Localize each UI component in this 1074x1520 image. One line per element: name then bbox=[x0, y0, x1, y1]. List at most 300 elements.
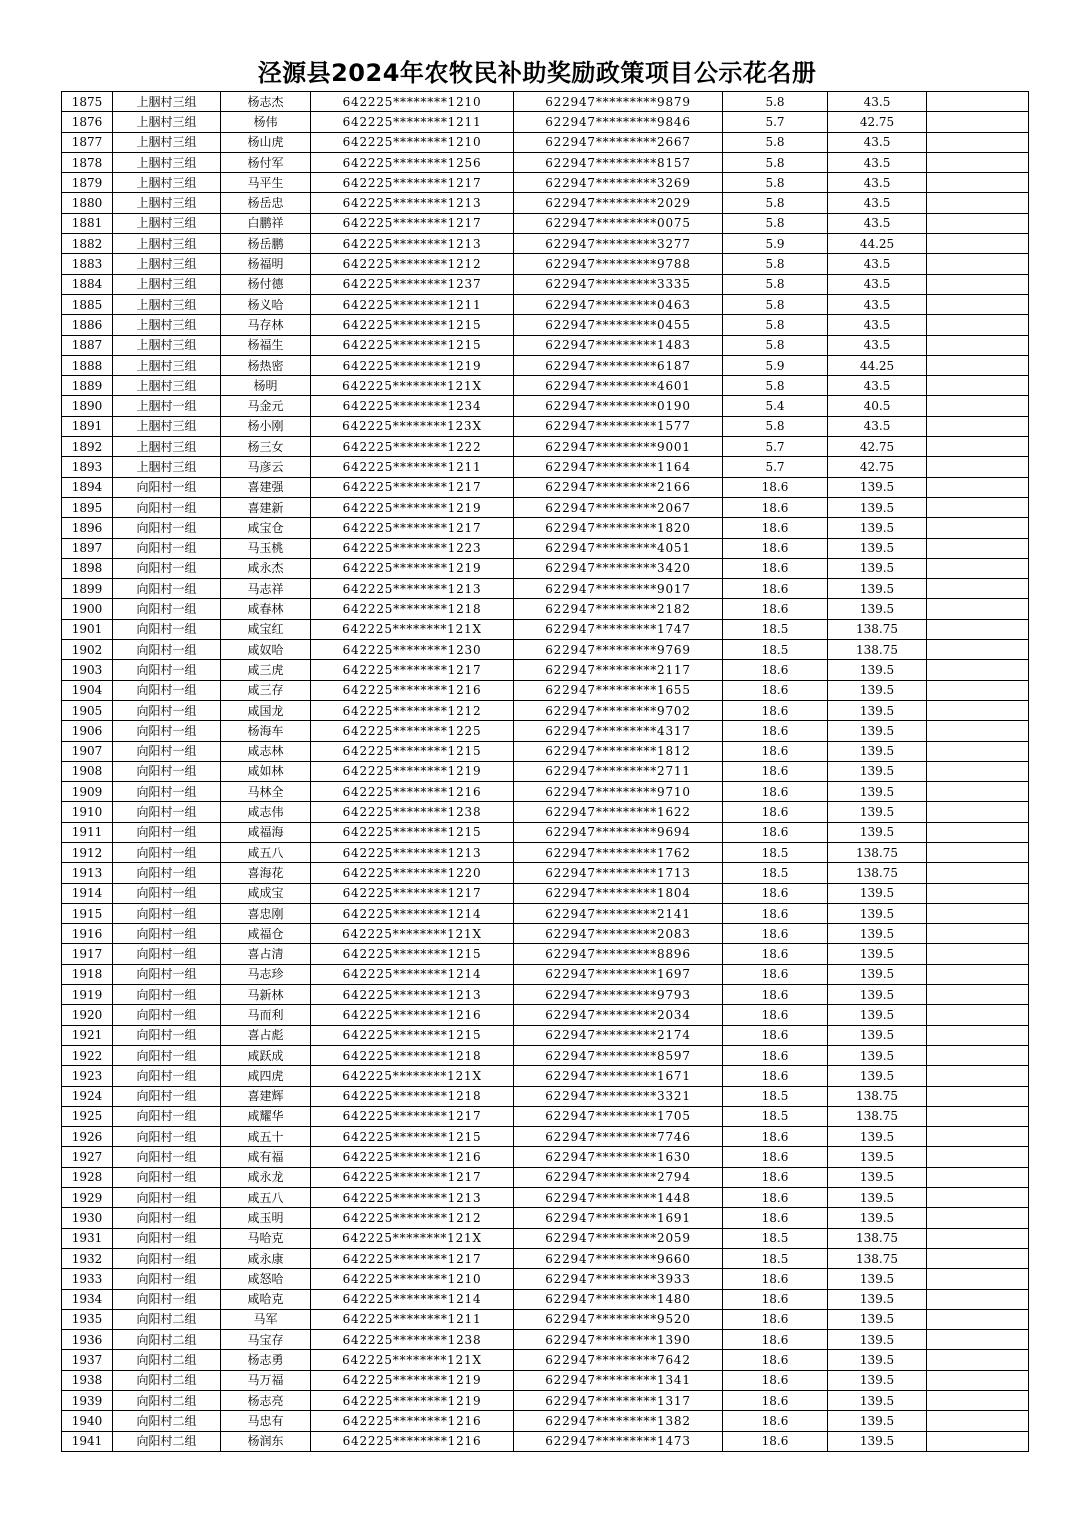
id-number-cell: 642225********121X bbox=[311, 1066, 514, 1086]
village-group-cell: 上胭村三组 bbox=[113, 152, 221, 172]
bank-card-number-cell: 622947*********1622 bbox=[514, 802, 723, 822]
table-row bbox=[62, 1086, 1029, 1106]
table-row bbox=[62, 1370, 1029, 1390]
row-number-cell: 1886 bbox=[62, 315, 113, 335]
village-group-cell: 向阳村一组 bbox=[113, 579, 221, 599]
person-name-cell: 咸志伟 bbox=[221, 802, 311, 822]
subsidy-amount-cell: 139.5 bbox=[828, 700, 927, 720]
person-name-cell: 喜建强 bbox=[221, 477, 311, 497]
row-number-cell: 1881 bbox=[62, 213, 113, 233]
area-value-cell: 18.6 bbox=[723, 1370, 828, 1390]
id-number-cell: 642225********1213 bbox=[311, 985, 514, 1005]
remarks-cell bbox=[927, 497, 1029, 517]
subsidy-amount-cell: 139.5 bbox=[828, 944, 927, 964]
subsidy-amount-cell: 139.5 bbox=[828, 1025, 927, 1045]
id-number-cell: 642225********1220 bbox=[311, 863, 514, 883]
bank-card-number-cell: 622947*********8157 bbox=[514, 152, 723, 172]
remarks-cell bbox=[927, 1025, 1029, 1045]
remarks-cell bbox=[927, 883, 1029, 903]
table-row bbox=[62, 234, 1029, 254]
area-value-cell: 18.6 bbox=[723, 599, 828, 619]
remarks-cell bbox=[927, 579, 1029, 599]
village-group-cell: 向阳村一组 bbox=[113, 558, 221, 578]
bank-card-number-cell: 622947*********2667 bbox=[514, 132, 723, 152]
subsidy-amount-cell: 139.5 bbox=[828, 579, 927, 599]
remarks-cell bbox=[927, 1045, 1029, 1065]
village-group-cell: 上胭村三组 bbox=[113, 416, 221, 436]
row-number-cell: 1923 bbox=[62, 1066, 113, 1086]
row-number-cell: 1932 bbox=[62, 1248, 113, 1268]
area-value-cell: 18.6 bbox=[723, 1208, 828, 1228]
row-number-cell: 1934 bbox=[62, 1289, 113, 1309]
id-number-cell: 642225********1217 bbox=[311, 1167, 514, 1187]
area-value-cell: 18.6 bbox=[723, 924, 828, 944]
id-number-cell: 642225********1217 bbox=[311, 477, 514, 497]
row-number-cell: 1879 bbox=[62, 173, 113, 193]
area-value-cell: 5.8 bbox=[723, 152, 828, 172]
bank-card-number-cell: 622947*********9710 bbox=[514, 782, 723, 802]
remarks-cell bbox=[927, 1228, 1029, 1248]
subsidy-amount-cell: 40.5 bbox=[828, 396, 927, 416]
table-row bbox=[62, 1147, 1029, 1167]
person-name-cell: 马万福 bbox=[221, 1370, 311, 1390]
table-row bbox=[62, 1025, 1029, 1045]
table-row bbox=[62, 944, 1029, 964]
table-row bbox=[62, 112, 1029, 132]
person-name-cell: 马哈克 bbox=[221, 1228, 311, 1248]
area-value-cell: 5.8 bbox=[723, 416, 828, 436]
village-group-cell: 上胭村三组 bbox=[113, 457, 221, 477]
area-value-cell: 18.6 bbox=[723, 579, 828, 599]
area-value-cell: 5.8 bbox=[723, 315, 828, 335]
person-name-cell: 杨岳鹏 bbox=[221, 234, 311, 254]
table-row bbox=[62, 863, 1029, 883]
bank-card-number-cell: 622947*********2034 bbox=[514, 1005, 723, 1025]
id-number-cell: 642225********1234 bbox=[311, 396, 514, 416]
bank-card-number-cell: 622947*********2166 bbox=[514, 477, 723, 497]
id-number-cell: 642225********1214 bbox=[311, 903, 514, 923]
person-name-cell: 咸宝红 bbox=[221, 619, 311, 639]
bank-card-number-cell: 622947*********9694 bbox=[514, 822, 723, 842]
village-group-cell: 向阳村二组 bbox=[113, 1391, 221, 1411]
village-group-cell: 向阳村一组 bbox=[113, 802, 221, 822]
row-number-cell: 1893 bbox=[62, 457, 113, 477]
id-number-cell: 642225********121X bbox=[311, 924, 514, 944]
row-number-cell: 1929 bbox=[62, 1188, 113, 1208]
area-value-cell: 18.5 bbox=[723, 842, 828, 862]
table-row bbox=[62, 1309, 1029, 1329]
village-group-cell: 向阳村二组 bbox=[113, 1411, 221, 1431]
subsidy-amount-cell: 43.5 bbox=[828, 335, 927, 355]
table-row bbox=[62, 132, 1029, 152]
bank-card-number-cell: 622947*********8597 bbox=[514, 1045, 723, 1065]
person-name-cell: 马林全 bbox=[221, 782, 311, 802]
table-row bbox=[62, 335, 1029, 355]
id-number-cell: 642225********1211 bbox=[311, 294, 514, 314]
remarks-cell bbox=[927, 254, 1029, 274]
person-name-cell: 杨志勇 bbox=[221, 1350, 311, 1370]
table-row bbox=[62, 538, 1029, 558]
table-row bbox=[62, 518, 1029, 538]
bank-card-number-cell: 622947*********3269 bbox=[514, 173, 723, 193]
area-value-cell: 18.6 bbox=[723, 1391, 828, 1411]
table-row bbox=[62, 152, 1029, 172]
area-value-cell: 18.5 bbox=[723, 1086, 828, 1106]
row-number-cell: 1920 bbox=[62, 1005, 113, 1025]
subsidy-amount-cell: 139.5 bbox=[828, 680, 927, 700]
remarks-cell bbox=[927, 193, 1029, 213]
table-row bbox=[62, 1269, 1029, 1289]
id-number-cell: 642225********1216 bbox=[311, 1147, 514, 1167]
row-number-cell: 1907 bbox=[62, 741, 113, 761]
person-name-cell: 咸永杰 bbox=[221, 558, 311, 578]
row-number-cell: 1894 bbox=[62, 477, 113, 497]
area-value-cell: 18.5 bbox=[723, 640, 828, 660]
remarks-cell bbox=[927, 1147, 1029, 1167]
id-number-cell: 642225********1213 bbox=[311, 234, 514, 254]
id-number-cell: 642225********121X bbox=[311, 376, 514, 396]
id-number-cell: 642225********123X bbox=[311, 416, 514, 436]
person-name-cell: 马彦云 bbox=[221, 457, 311, 477]
village-group-cell: 向阳村一组 bbox=[113, 964, 221, 984]
table-row bbox=[62, 1228, 1029, 1248]
remarks-cell bbox=[927, 132, 1029, 152]
table-row bbox=[62, 355, 1029, 375]
row-number-cell: 1883 bbox=[62, 254, 113, 274]
village-group-cell: 向阳村一组 bbox=[113, 1248, 221, 1268]
village-group-cell: 向阳村一组 bbox=[113, 497, 221, 517]
bank-card-number-cell: 622947*********9788 bbox=[514, 254, 723, 274]
remarks-cell bbox=[927, 741, 1029, 761]
bank-card-number-cell: 622947*********2182 bbox=[514, 599, 723, 619]
bank-card-number-cell: 622947*********1317 bbox=[514, 1391, 723, 1411]
row-number-cell: 1895 bbox=[62, 497, 113, 517]
subsidy-amount-cell: 138.75 bbox=[828, 1086, 927, 1106]
village-group-cell: 向阳村一组 bbox=[113, 741, 221, 761]
row-number-cell: 1901 bbox=[62, 619, 113, 639]
subsidy-amount-cell: 139.5 bbox=[828, 802, 927, 822]
subsidy-amount-cell: 139.5 bbox=[828, 1289, 927, 1309]
id-number-cell: 642225********1219 bbox=[311, 355, 514, 375]
row-number-cell: 1891 bbox=[62, 416, 113, 436]
row-number-cell: 1931 bbox=[62, 1228, 113, 1248]
table-row bbox=[62, 700, 1029, 720]
subsidy-amount-cell: 139.5 bbox=[828, 903, 927, 923]
person-name-cell: 马存林 bbox=[221, 315, 311, 335]
bank-card-number-cell: 622947*********9793 bbox=[514, 985, 723, 1005]
area-value-cell: 18.6 bbox=[723, 1330, 828, 1350]
subsidy-amount-cell: 139.5 bbox=[828, 782, 927, 802]
id-number-cell: 642225********1213 bbox=[311, 193, 514, 213]
person-name-cell: 咸三虎 bbox=[221, 660, 311, 680]
id-number-cell: 642225********1216 bbox=[311, 1411, 514, 1431]
village-group-cell: 向阳村一组 bbox=[113, 1188, 221, 1208]
row-number-cell: 1900 bbox=[62, 599, 113, 619]
id-number-cell: 642225********1215 bbox=[311, 335, 514, 355]
bank-card-number-cell: 622947*********1577 bbox=[514, 416, 723, 436]
area-value-cell: 18.6 bbox=[723, 964, 828, 984]
row-number-cell: 1882 bbox=[62, 234, 113, 254]
bank-card-number-cell: 622947*********9846 bbox=[514, 112, 723, 132]
table-row bbox=[62, 1391, 1029, 1411]
bank-card-number-cell: 622947*********9879 bbox=[514, 92, 723, 112]
subsidy-amount-cell: 139.5 bbox=[828, 924, 927, 944]
remarks-cell bbox=[927, 1289, 1029, 1309]
area-value-cell: 18.6 bbox=[723, 497, 828, 517]
area-value-cell: 18.5 bbox=[723, 1228, 828, 1248]
village-group-cell: 向阳村一组 bbox=[113, 944, 221, 964]
bank-card-number-cell: 622947*********6187 bbox=[514, 355, 723, 375]
village-group-cell: 上胭村三组 bbox=[113, 112, 221, 132]
row-number-cell: 1889 bbox=[62, 376, 113, 396]
remarks-cell bbox=[927, 457, 1029, 477]
table-row bbox=[62, 579, 1029, 599]
person-name-cell: 喜忠刚 bbox=[221, 903, 311, 923]
subsidy-amount-cell: 139.5 bbox=[828, 822, 927, 842]
bank-card-number-cell: 622947*********1820 bbox=[514, 518, 723, 538]
id-number-cell: 642225********1219 bbox=[311, 1391, 514, 1411]
area-value-cell: 5.8 bbox=[723, 335, 828, 355]
remarks-cell bbox=[927, 315, 1029, 335]
subsidy-roster-table bbox=[61, 91, 1029, 1452]
area-value-cell: 18.5 bbox=[723, 1248, 828, 1268]
table-row bbox=[62, 822, 1029, 842]
subsidy-amount-cell: 139.5 bbox=[828, 741, 927, 761]
village-group-cell: 向阳村一组 bbox=[113, 538, 221, 558]
subsidy-amount-cell: 43.5 bbox=[828, 193, 927, 213]
row-number-cell: 1939 bbox=[62, 1391, 113, 1411]
table-row bbox=[62, 274, 1029, 294]
person-name-cell: 咸有福 bbox=[221, 1147, 311, 1167]
row-number-cell: 1919 bbox=[62, 985, 113, 1005]
row-number-cell: 1928 bbox=[62, 1167, 113, 1187]
person-name-cell: 咸奴哈 bbox=[221, 640, 311, 660]
subsidy-amount-cell: 43.5 bbox=[828, 152, 927, 172]
subsidy-amount-cell: 139.5 bbox=[828, 1127, 927, 1147]
subsidy-amount-cell: 139.5 bbox=[828, 1269, 927, 1289]
id-number-cell: 642225********1219 bbox=[311, 558, 514, 578]
person-name-cell: 咸永康 bbox=[221, 1248, 311, 1268]
area-value-cell: 18.6 bbox=[723, 1066, 828, 1086]
row-number-cell: 1906 bbox=[62, 721, 113, 741]
row-number-cell: 1915 bbox=[62, 903, 113, 923]
id-number-cell: 642225********1211 bbox=[311, 112, 514, 132]
remarks-cell bbox=[927, 782, 1029, 802]
id-number-cell: 642225********1223 bbox=[311, 538, 514, 558]
person-name-cell: 白鹏祥 bbox=[221, 213, 311, 233]
row-number-cell: 1903 bbox=[62, 660, 113, 680]
remarks-cell bbox=[927, 1066, 1029, 1086]
id-number-cell: 642225********1216 bbox=[311, 782, 514, 802]
subsidy-amount-cell: 139.5 bbox=[828, 721, 927, 741]
table-row bbox=[62, 1167, 1029, 1187]
village-group-cell: 上胭村三组 bbox=[113, 132, 221, 152]
village-group-cell: 向阳村二组 bbox=[113, 1350, 221, 1370]
table-row bbox=[62, 1127, 1029, 1147]
id-number-cell: 642225********1237 bbox=[311, 274, 514, 294]
table-row bbox=[62, 477, 1029, 497]
remarks-cell bbox=[927, 1431, 1029, 1451]
village-group-cell: 向阳村二组 bbox=[113, 1370, 221, 1390]
row-number-cell: 1930 bbox=[62, 1208, 113, 1228]
person-name-cell: 喜建新 bbox=[221, 497, 311, 517]
subsidy-amount-cell: 139.5 bbox=[828, 761, 927, 781]
remarks-cell bbox=[927, 944, 1029, 964]
id-number-cell: 642225********1215 bbox=[311, 944, 514, 964]
village-group-cell: 向阳村一组 bbox=[113, 1228, 221, 1248]
village-group-cell: 向阳村一组 bbox=[113, 1208, 221, 1228]
subsidy-amount-cell: 138.75 bbox=[828, 1106, 927, 1126]
person-name-cell: 杨热密 bbox=[221, 355, 311, 375]
bank-card-number-cell: 622947*********9660 bbox=[514, 1248, 723, 1268]
person-name-cell: 咸四虎 bbox=[221, 1066, 311, 1086]
area-value-cell: 18.6 bbox=[723, 477, 828, 497]
person-name-cell: 咸如林 bbox=[221, 761, 311, 781]
row-number-cell: 1876 bbox=[62, 112, 113, 132]
subsidy-amount-cell: 44.25 bbox=[828, 234, 927, 254]
id-number-cell: 642225********1217 bbox=[311, 518, 514, 538]
person-name-cell: 杨义哈 bbox=[221, 294, 311, 314]
subsidy-amount-cell: 43.5 bbox=[828, 376, 927, 396]
id-number-cell: 642225********1217 bbox=[311, 883, 514, 903]
remarks-cell bbox=[927, 721, 1029, 741]
id-number-cell: 642225********1215 bbox=[311, 741, 514, 761]
table-row bbox=[62, 1005, 1029, 1025]
bank-card-number-cell: 622947*********1473 bbox=[514, 1431, 723, 1451]
subsidy-amount-cell: 43.5 bbox=[828, 416, 927, 436]
bank-card-number-cell: 622947*********7642 bbox=[514, 1350, 723, 1370]
subsidy-amount-cell: 138.75 bbox=[828, 863, 927, 883]
id-number-cell: 642225********121X bbox=[311, 619, 514, 639]
area-value-cell: 18.6 bbox=[723, 1289, 828, 1309]
subsidy-amount-cell: 138.75 bbox=[828, 640, 927, 660]
id-number-cell: 642225********1216 bbox=[311, 1005, 514, 1025]
remarks-cell bbox=[927, 1411, 1029, 1431]
village-group-cell: 上胭村三组 bbox=[113, 254, 221, 274]
village-group-cell: 向阳村一组 bbox=[113, 883, 221, 903]
bank-card-number-cell: 622947*********9769 bbox=[514, 640, 723, 660]
remarks-cell bbox=[927, 112, 1029, 132]
remarks-cell bbox=[927, 1269, 1029, 1289]
person-name-cell: 杨岳忠 bbox=[221, 193, 311, 213]
row-number-cell: 1902 bbox=[62, 640, 113, 660]
id-number-cell: 642225********1217 bbox=[311, 1248, 514, 1268]
table-row bbox=[62, 1330, 1029, 1350]
person-name-cell: 咸成宝 bbox=[221, 883, 311, 903]
table-row bbox=[62, 680, 1029, 700]
person-name-cell: 咸五十 bbox=[221, 1127, 311, 1147]
row-number-cell: 1892 bbox=[62, 437, 113, 457]
id-number-cell: 642225********1213 bbox=[311, 842, 514, 862]
person-name-cell: 咸跃成 bbox=[221, 1045, 311, 1065]
person-name-cell: 咸耀华 bbox=[221, 1106, 311, 1126]
subsidy-amount-cell: 138.75 bbox=[828, 619, 927, 639]
row-number-cell: 1911 bbox=[62, 822, 113, 842]
subsidy-amount-cell: 139.5 bbox=[828, 1431, 927, 1451]
person-name-cell: 咸五八 bbox=[221, 1188, 311, 1208]
village-group-cell: 上胭村三组 bbox=[113, 193, 221, 213]
subsidy-amount-cell: 139.5 bbox=[828, 477, 927, 497]
subsidy-amount-cell: 43.5 bbox=[828, 132, 927, 152]
area-value-cell: 18.6 bbox=[723, 903, 828, 923]
id-number-cell: 642225********1215 bbox=[311, 1025, 514, 1045]
bank-card-number-cell: 622947*********4051 bbox=[514, 538, 723, 558]
table-row bbox=[62, 1208, 1029, 1228]
remarks-cell bbox=[927, 1127, 1029, 1147]
table-row bbox=[62, 640, 1029, 660]
id-number-cell: 642225********1218 bbox=[311, 1045, 514, 1065]
table-row bbox=[62, 1289, 1029, 1309]
village-group-cell: 向阳村一组 bbox=[113, 822, 221, 842]
bank-card-number-cell: 622947*********1697 bbox=[514, 964, 723, 984]
bank-card-number-cell: 622947*********8896 bbox=[514, 944, 723, 964]
person-name-cell: 马而利 bbox=[221, 1005, 311, 1025]
id-number-cell: 642225********1219 bbox=[311, 497, 514, 517]
person-name-cell: 马金元 bbox=[221, 396, 311, 416]
person-name-cell: 喜占彪 bbox=[221, 1025, 311, 1045]
bank-card-number-cell: 622947*********1390 bbox=[514, 1330, 723, 1350]
remarks-cell bbox=[927, 1188, 1029, 1208]
person-name-cell: 咸怒哈 bbox=[221, 1269, 311, 1289]
id-number-cell: 642225********1218 bbox=[311, 599, 514, 619]
subsidy-amount-cell: 139.5 bbox=[828, 883, 927, 903]
table-row bbox=[62, 1411, 1029, 1431]
subsidy-amount-cell: 139.5 bbox=[828, 964, 927, 984]
person-name-cell: 咸春林 bbox=[221, 599, 311, 619]
village-group-cell: 上胭村三组 bbox=[113, 335, 221, 355]
person-name-cell: 马志珍 bbox=[221, 964, 311, 984]
table-row bbox=[62, 761, 1029, 781]
area-value-cell: 18.6 bbox=[723, 660, 828, 680]
remarks-cell bbox=[927, 822, 1029, 842]
area-value-cell: 18.6 bbox=[723, 1005, 828, 1025]
person-name-cell: 杨伟 bbox=[221, 112, 311, 132]
bank-card-number-cell: 622947*********1483 bbox=[514, 335, 723, 355]
area-value-cell: 5.7 bbox=[723, 112, 828, 132]
id-number-cell: 642225********1212 bbox=[311, 254, 514, 274]
row-number-cell: 1899 bbox=[62, 579, 113, 599]
id-number-cell: 642225********121X bbox=[311, 1228, 514, 1248]
row-number-cell: 1887 bbox=[62, 335, 113, 355]
table-row bbox=[62, 924, 1029, 944]
table-row bbox=[62, 1248, 1029, 1268]
village-group-cell: 上胭村三组 bbox=[113, 234, 221, 254]
area-value-cell: 5.8 bbox=[723, 193, 828, 213]
subsidy-amount-cell: 139.5 bbox=[828, 599, 927, 619]
bank-card-number-cell: 622947*********9001 bbox=[514, 437, 723, 457]
table-row bbox=[62, 1106, 1029, 1126]
row-number-cell: 1904 bbox=[62, 680, 113, 700]
area-value-cell: 18.6 bbox=[723, 1431, 828, 1451]
area-value-cell: 5.8 bbox=[723, 294, 828, 314]
row-number-cell: 1941 bbox=[62, 1431, 113, 1451]
remarks-cell bbox=[927, 903, 1029, 923]
row-number-cell: 1880 bbox=[62, 193, 113, 213]
table-row bbox=[62, 213, 1029, 233]
subsidy-amount-cell: 139.5 bbox=[828, 518, 927, 538]
village-group-cell: 向阳村一组 bbox=[113, 518, 221, 538]
area-value-cell: 5.4 bbox=[723, 396, 828, 416]
village-group-cell: 上胭村三组 bbox=[113, 315, 221, 335]
subsidy-amount-cell: 139.5 bbox=[828, 1208, 927, 1228]
table-row bbox=[62, 396, 1029, 416]
person-name-cell: 杨小刚 bbox=[221, 416, 311, 436]
village-group-cell: 上胭村三组 bbox=[113, 437, 221, 457]
person-name-cell: 喜占清 bbox=[221, 944, 311, 964]
village-group-cell: 向阳村一组 bbox=[113, 903, 221, 923]
table-row bbox=[62, 721, 1029, 741]
remarks-cell bbox=[927, 761, 1029, 781]
